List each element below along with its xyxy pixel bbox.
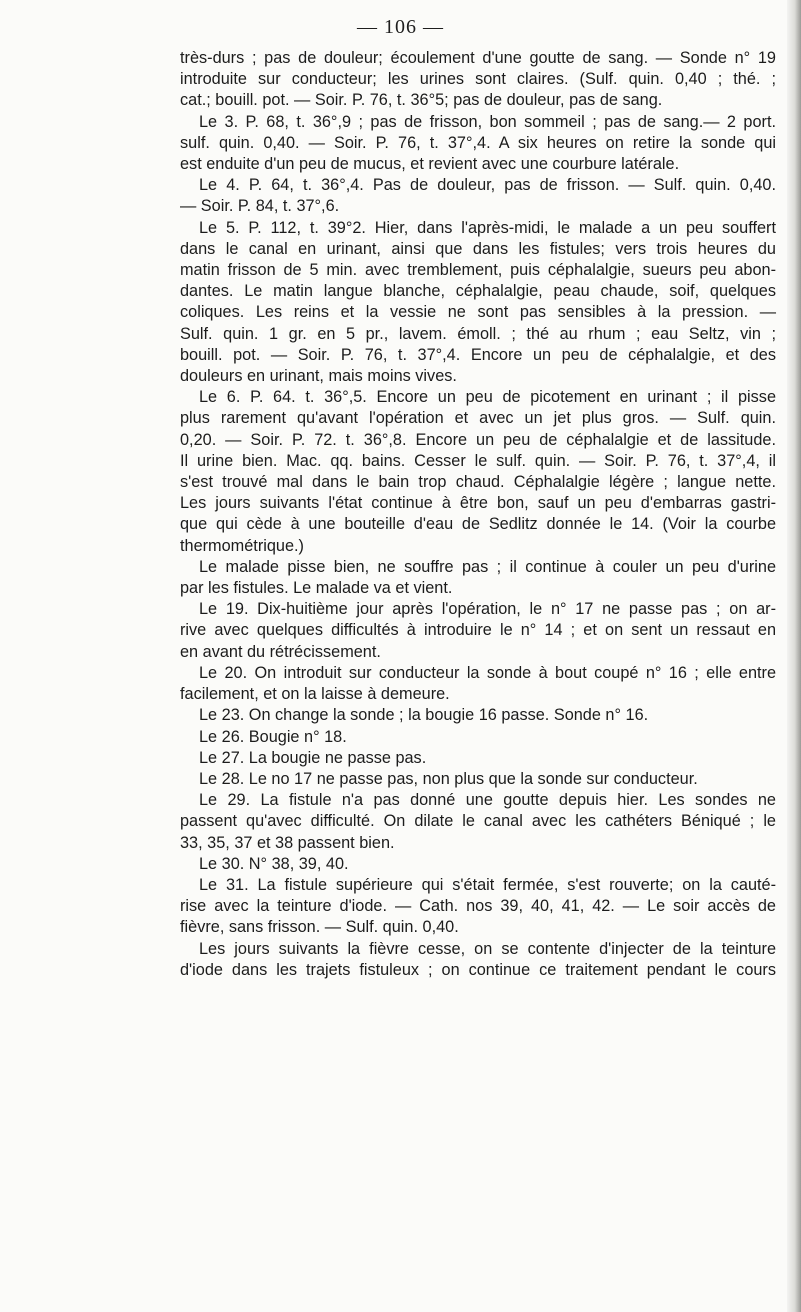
text-line: facilement, et on la laisse à demeure. <box>180 685 450 704</box>
text-line: Les jours suivants la fièvre cesse, on se contente d'injecter de la teinture <box>199 939 776 958</box>
text-line: dantes. Le matin langue blanche, céphalalgie, peau chaude, soif, quelques <box>180 282 776 301</box>
text-line: en avant du rétrécissement. <box>180 642 381 661</box>
text-line: sulf. quin. 0,40. — Soir. P. 76, t. 37°,4. A six heures on retire la sonde qui <box>180 133 776 152</box>
text-line: douleurs en urinant, mais moins vives. <box>180 367 457 386</box>
text-line: passent qu'avec difficulté. On dilate le canal avec les cathéters Béniqué ; le <box>180 812 776 831</box>
text-line: très-durs ; pas de douleur; écoulement d'une goutte de sang. — Sonde n° 19 <box>180 49 776 67</box>
text-line: rive avec quelques difficultés à introduire le n° 14 ; et on sent un ressaut en <box>180 621 776 640</box>
text-line: Le 29. La fistule n'a pas donné une goutte depuis hier. Les sondes ne <box>199 791 776 810</box>
text-line: fièvre, sans frisson. — Sulf. quin. 0,40. <box>180 918 459 937</box>
text-line: par les fistules. Le malade va et vient. <box>180 579 453 598</box>
text-line: — Soir. P. 84, t. 37°,6. <box>180 197 340 216</box>
page-body-text <box>180 48 776 981</box>
text-line: que qui cède à une bouteille d'eau de Sedlitz donnée le 14. (Voir la courbe <box>180 515 776 534</box>
text-line: Le 19. Dix-huitième jour après l'opération, le n° 17 ne passe pas ; on ar- <box>199 600 776 619</box>
text-line: Sulf. quin. 1 gr. en 5 pr., lavem. émoll. ; thé au rhum ; eau Seltz, vin ; <box>180 324 776 343</box>
text-line: Le 23. On change la sonde ; la bougie 16 passe. Sonde n° 16. <box>199 706 649 725</box>
text-line: Le 5. P. 112, t. 39°2. Hier, dans l'après-midi, le malade a un peu souffert <box>199 218 776 237</box>
text-line: d'iode dans les trajets fistuleux ; on continue ce traitement pendant le cours <box>180 960 776 979</box>
text-line: 0,20. — Soir. P. 72. t. 36°,8. Encore un peu de céphalalgie et de lassitude. <box>180 430 776 449</box>
text-line: Le 20. On introduit sur conducteur la sonde à bout coupé n° 16 ; elle entre <box>199 663 776 682</box>
text-line: Le 6. P. 64. t. 36°,5. Encore un peu de picotement en urinant ; il pisse <box>199 388 776 407</box>
text-line: cat.; bouill. pot. — Soir. P. 76, t. 36°5; pas de douleur, pas de sang. <box>180 91 663 110</box>
text-line: Le 26. Bougie n° 18. <box>199 727 347 746</box>
text-line: s'est trouvé mal dans le bain trop chaud. Céphalalgie légère ; langue nette. <box>180 473 776 492</box>
text-line: 33, 35, 37 et 38 passent bien. <box>180 833 395 852</box>
text-line: Les jours suivants l'état continue à être bon, sauf un peu d'embarras gastri- <box>180 494 776 513</box>
text-line: Il urine bien. Mac. qq. bains. Cesser le sulf. quin. — Soir. P. 76, t. 37°,4, il <box>180 451 776 470</box>
text-line: Le 3. P. 68, t. 36°,9 ; pas de frisson, bon sommeil ; pas de sang.— 2 port. <box>199 112 776 131</box>
text-line: est enduite d'un peu de mucus, et revient avec une courbure latérale. <box>180 155 680 174</box>
text-line: Le 30. N° 38, 39, 40. <box>199 854 349 873</box>
text-line: matin frisson de 5 min. avec tremblement, puis céphalalgie, sueurs peu abon- <box>180 261 776 280</box>
text-line: dans le canal en urinant, ainsi que dans les fistules; vers trois heures du <box>180 239 776 258</box>
text-line: Le malade pisse bien, ne souffre pas ; il continue à couler un peu d'urine <box>199 557 776 576</box>
text-line: rise avec la teinture d'iode. — Cath. nos 39, 40, 41, 42. — Le soir accès de <box>180 897 776 916</box>
text-line: coliques. Les reins et la vessie ne sont pas sensibles à la pression. — <box>180 303 776 322</box>
text-line: bouill. pot. — Soir. P. 76, t. 37°,4. Encore un peu de céphalalgie, et des <box>180 345 776 364</box>
text-line: Le 28. Le no 17 ne passe pas, non plus que la sonde sur conducteur. <box>199 769 698 788</box>
text-line: plus rarement qu'avant l'opération et avec un jet plus gros. — Sulf. quin. <box>180 409 776 428</box>
text-line: Le 4. P. 64, t. 36°,4. Pas de douleur, pas de frisson. — Sulf. quin. 0,40. <box>199 176 776 195</box>
text-line: introduite sur conducteur; les urines sont claires. (Sulf. quin. 0,40 ; thé. ; <box>180 70 776 89</box>
text-line: thermométrique.) <box>180 536 304 555</box>
text-line: Le 31. La fistule supérieure qui s'était fermée, s'est rouverte; on la cauté- <box>199 875 776 894</box>
page-edge-shadow <box>787 0 801 1312</box>
page-number: — 106 — <box>357 16 444 38</box>
text-line: Le 27. La bougie ne passe pas. <box>199 748 427 767</box>
